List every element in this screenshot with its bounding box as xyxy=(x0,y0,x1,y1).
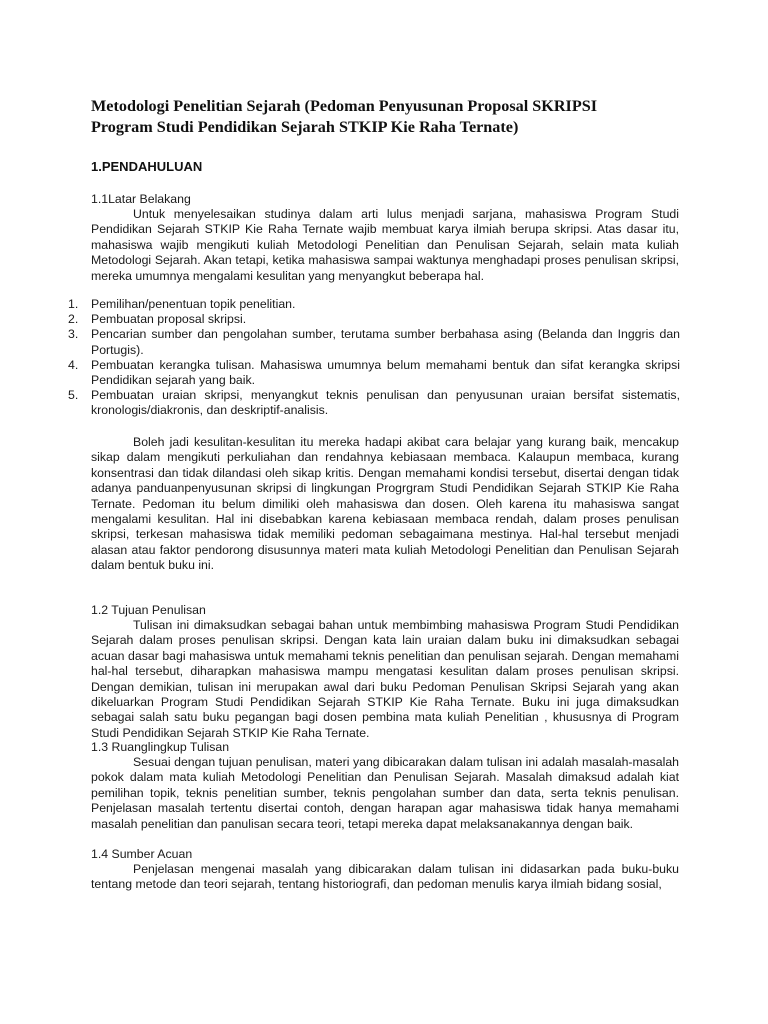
list-number: 1. xyxy=(68,297,79,311)
paragraph-ruanglingkup: Sesuai dengan tujuan penulisan, materi yang dibicarakan dalam tulisan ini adalah masalah-masalah pokok dalam mata kuliah Metodologi Penelitian dan Penulisan Sejarah. Masalah dimaksud adalah kiat pemilihan topik, teknis penelitian sumber, teknis pengolahan sumber dan data, serta teknis penulisan. Penjelasan masalah tertentu disertai contoh, dengan harapan agar mahasiswa tidak hanya memahami masalah penelitian dan panulisan secara teori, tetapi mereka dapat melaksanakannya dengan baik. xyxy=(91,755,679,831)
difficulties-list xyxy=(68,297,680,419)
title-line-1: Metodologi Penelitian Sejarah (Pedoman Penyusunan Proposal SKRIPSI xyxy=(91,97,598,115)
subsection-heading-latar-belakang: 1.1Latar Belakang xyxy=(91,192,191,206)
document-title xyxy=(91,96,691,138)
paragraph-tujuan: Tulisan ini dimaksudkan sebagai bahan untuk membimbing mahasiswa Program Studi Pendidikan Sejarah dalam proses penulisan skripsi. Dengan kata lain uraian dalam buku ini dimaksudkan sebagai acuan dasar bagi mahasiswa untuk memahami teknis penelitian dan penulisan sejarah. Dengan memahami hal-hal tersebut, diharapkan mahasiswa mampu mengatasi kesulitan dalam proses penulisan skripsi. Dengan demikian, tulisan ini merupakan awal dari buku Pedoman Penulisan Skripsi Sejarah yang akan dikeluarkan Program Studi Pendidikan Sejarah STKIP Kie Raha Ternate. Buku ini juga dimaksudkan sebagai salah satu buku pegangan bagi dosen pembina mata kuliah Penelitian , khususnya di Program Studi Pendidikan Sejarah STKIP Kie Raha Ternate. xyxy=(91,618,679,740)
list-item xyxy=(68,358,680,388)
list-text: Pencarian sumber dan pengolahan sumber, terutama sumber berbahasa asing (Belanda dan Inggris dan Portugis). xyxy=(91,327,680,357)
subsection-heading-tujuan: 1.2 Tujuan Penulisan xyxy=(91,603,206,617)
list-number: 3. xyxy=(68,327,79,342)
list-number: 4. xyxy=(68,357,79,372)
list-item xyxy=(68,297,680,312)
paragraph-latar-belakang: Untuk menyelesaikan studinya dalam arti lulus menjadi sarjana, mahasiswa Program Studi Pendidikan Sejarah STKIP Kie Raha Ternate wajib membuat karya ilmiah berupa skripsi. Atas dasar itu, mahasiswa wajib mengikuti kuliah Metodologi Penelitian dan Penulisan Sejarah, selain mata kuliah Metodologi Sejarah. Akan tetapi, ketika mahasiswa sampai waktunya menghadapi proses penulisan skripsi, mereka umumnya mengalami kesulitan yang menyangkut beberapa hal. xyxy=(91,207,679,283)
list-text: Pembuatan uraian skripsi, menyangkut teknis penulisan dan penyusunan uraian bersifat sistematis, kronologis/diakronis, dan deskriptif-analisis. xyxy=(91,388,680,418)
list-number: 5. xyxy=(68,388,79,403)
paragraph-kesulitan: Boleh jadi kesulitan-kesulitan itu mereka hadapi akibat cara belajar yang kurang baik, mencakup sikap dalam mengikuti perkuliahan dan rendahnya kebiasaan membaca. Kalaupun membaca, kurang konsentrasi dan tidak dilandasi oleh sikap kritis. Dengan memahami kondisi tersebut, disertai dengan tidak adanya panduanpenyusunan skripsi di lingkungan Progrgram Studi Pendidikan Sejarah STKIP Kie Raha Ternate. Pedoman itu belum dimiliki oleh mahasiswa dan dosen. Oleh karena itu mahasiswa sangat mengalami kesulitan. Hal ini disebabkan karena kebiasaan membaca rendah, dalam proses penulisan skripsi, terkesan mahasiswa tidak memiliki pedoman sebagaimana mestinya. Hal-hal tersebut menjadi alasan atau faktor pendorong disusunnya materi mata kuliah Metodologi Penelitian dan Penulisan Sejarah dalam bentuk buku ini. xyxy=(91,435,679,573)
list-item xyxy=(68,312,680,327)
list-item xyxy=(68,327,680,357)
subsection-heading-sumber-acuan: 1.4 Sumber Acuan xyxy=(91,847,193,861)
list-text: Pembuatan kerangka tulisan. Mahasiswa umumnya belum memahami bentuk dan sifat kerangka skripsi Pendidikan sejarah yang baik. xyxy=(91,357,680,388)
list-text: Pembuatan proposal skripsi. xyxy=(91,312,247,327)
list-number: 2. xyxy=(68,312,79,327)
list-text: Pemilihan/penentuan topik penelitian. xyxy=(91,297,296,311)
subsection-heading-ruanglingkup: 1.3 Ruanglingkup Tulisan xyxy=(91,740,230,754)
list-item xyxy=(68,388,680,418)
title-line-2: Program Studi Pendidikan Sejarah STKIP Kie Raha Ternate) xyxy=(91,118,519,136)
paragraph-sumber-acuan: Penjelasan mengenai masalah yang dibicarakan dalam tulisan ini didasarkan pada buku-buku tentang metode dan teori sejarah, tentang historiografi, dan pedoman menulis karya ilmiah bidang sosial, xyxy=(91,862,679,892)
section-heading-pendahuluan: 1.PENDAHULUAN xyxy=(91,159,203,174)
